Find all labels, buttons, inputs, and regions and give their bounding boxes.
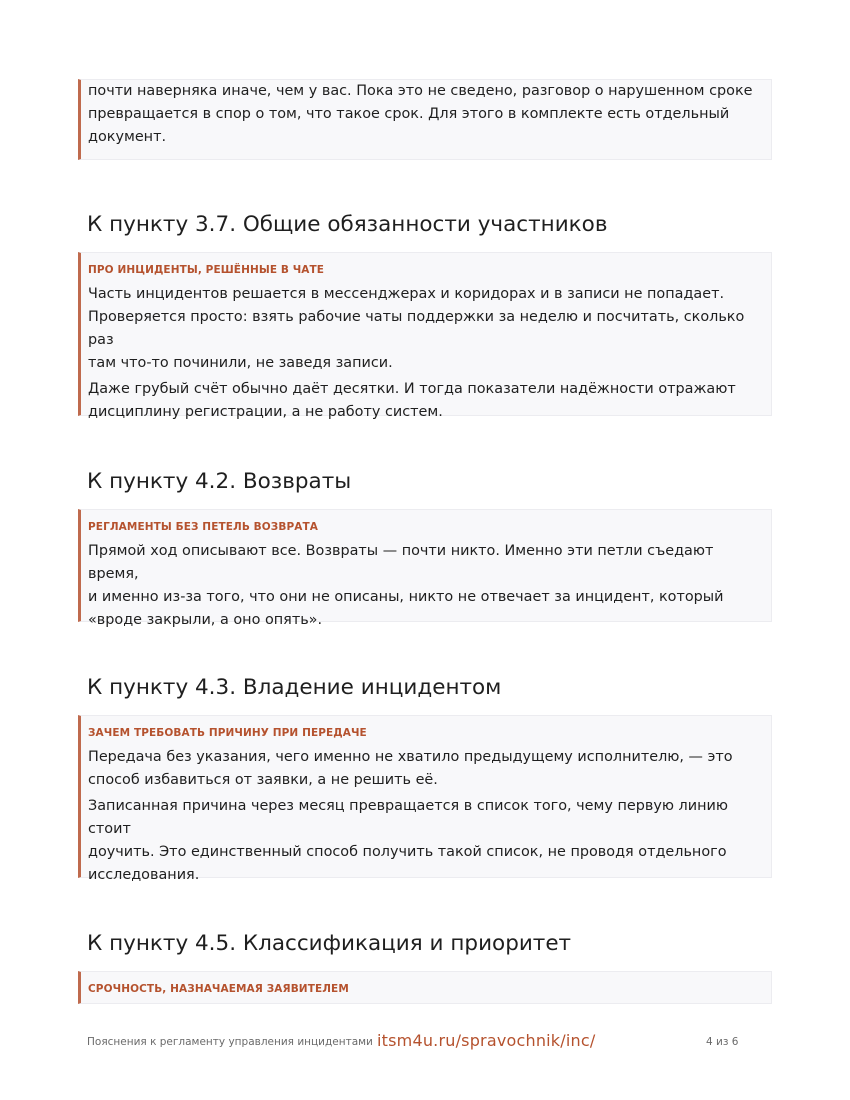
note-paragraph: Записанная причина через месяц превращается в список того, чему первую линию стоит доучить. Это единственный способ получить такой список, не проводя отдельного исследования. xyxy=(88,798,728,883)
note-block-return-loops xyxy=(78,509,772,628)
note-label: РЕГЛАМЕНТЫ БЕЗ ПЕТЕЛЬ ВОЗВРАТА xyxy=(88,521,318,533)
note-block-chat-incidents xyxy=(78,252,772,420)
section-heading-4-2: К пункту 4.2. Возвраты xyxy=(87,469,352,494)
note-block-urgency xyxy=(78,971,772,1004)
note-block-continued xyxy=(78,79,772,160)
page-number: 4 из 6 xyxy=(706,1036,739,1048)
footer-document-title: Пояснения к регламенту управления инцидентами xyxy=(87,1036,373,1048)
note-label: ПРО ИНЦИДЕНТЫ, РЕШЁННЫЕ В ЧАТЕ xyxy=(88,264,325,276)
section-heading-4-5: К пункту 4.5. Классификация и приоритет xyxy=(87,931,572,956)
note-paragraph: Прямой ход описывают все. Возвраты — почти никто. Именно эти петли съедают время, и именно из-за того, что они не описаны, никто не отвечает за инцидент, который «вроде закрыли, а оно опять». xyxy=(88,543,724,628)
footer-link[interactable]: itsm4u.ru/spravochnik/inc/ xyxy=(377,1031,596,1050)
note-block-handover-reason xyxy=(78,715,772,883)
page-footer xyxy=(87,1030,747,1054)
note-paragraph: Передача без указания, чего именно не хватило предыдущему исполнителю, — это способ избавиться от заявки, а не решить её. xyxy=(88,749,733,788)
section-heading-3-7: К пункту 3.7. Общие обязанности участников xyxy=(87,212,608,237)
note-text: почти наверняка иначе, чем у вас. Пока это не сведено, разговор о нарушенном сроке превращается в спор о том, что такое срок. Для этого в комплекте есть отдельный документ. xyxy=(88,83,753,145)
section-heading-4-3: К пункту 4.3. Владение инцидентом xyxy=(87,675,502,700)
note-paragraph: Часть инцидентов решается в мессенджерах и коридорах и в записи не попадает. Проверяется просто: взять рабочие чаты поддержки за неделю и посчитать, сколько раз там что-то починили, не заведя записи. xyxy=(88,286,745,371)
note-label: ЗАЧЕМ ТРЕБОВАТЬ ПРИЧИНУ ПРИ ПЕРЕДАЧЕ xyxy=(88,727,367,739)
note-label: СРОЧНОСТЬ, НАЗНАЧАЕМАЯ ЗАЯВИТЕЛЕМ xyxy=(88,983,349,995)
note-paragraph: Даже грубый счёт обычно даёт десятки. И тогда показатели надёжности отражают дисциплину регистрации, а не работу систем. xyxy=(88,381,736,420)
